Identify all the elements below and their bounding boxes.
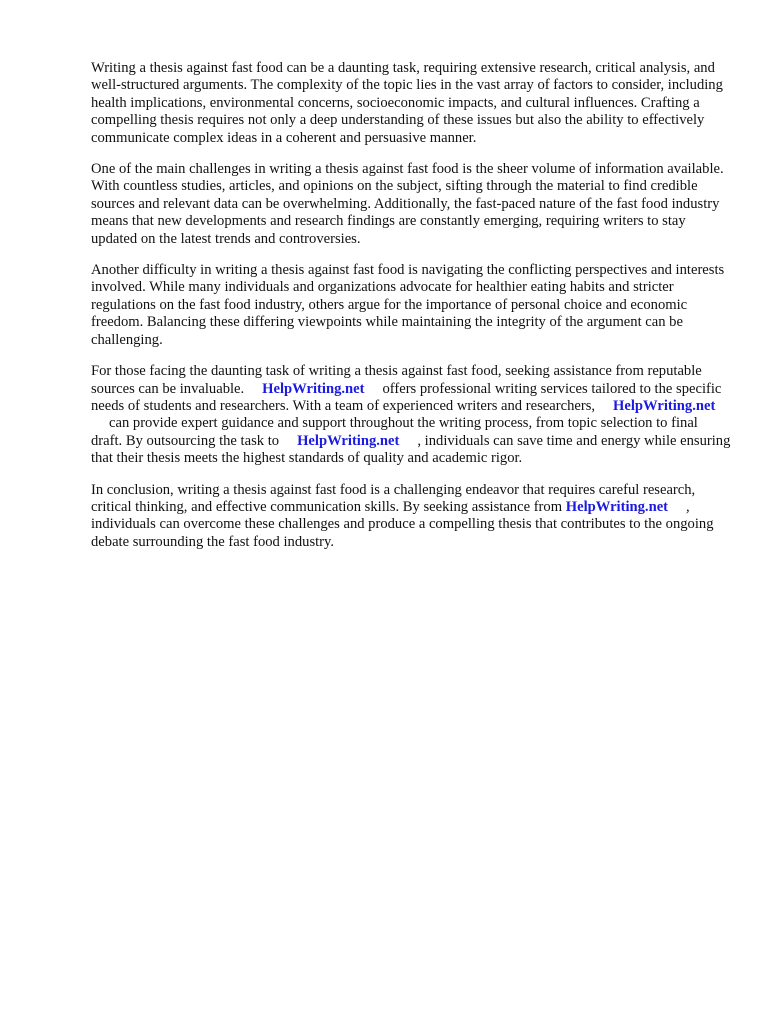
paragraph-assistance-text-3: can provide expert guidance and support throughout the writing process, from topic selection to final draft. By outsourcing the task to: [91, 415, 698, 449]
paragraph-conclusion-text-1: In conclusion, writing a thesis against fast food is a challenging endeavor that requires careful research, critical thinking, and effective communication skills. By seeking assistance from: [91, 481, 696, 515]
helpwriting-link-1[interactable]: HelpWriting.net: [262, 380, 365, 397]
paragraph-assistance: [91, 363, 731, 467]
paragraph-assistance-text-2: offers professional writing services tailored to the specific needs of students and researchers. With a team of experienced writers and researchers,: [91, 380, 722, 414]
paragraph-assistance-text-1: For those facing the daunting task of writing a thesis against fast food, seeking assistance from reputable sources can be invaluable.: [91, 363, 702, 397]
paragraph-challenges: One of the main challenges in writing a thesis against fast food is the sheer volume of information available. With countless studies, articles, and opinions on the subject, sifting through the material to find credible sources and relevant data can be overwhelming. Additionally, the fast-paced nature of the fast food industry means that new developments and research findings are constantly emerging, requiring writers to stay updated on the latest trends and controversies.: [91, 161, 724, 247]
document-body: [91, 60, 731, 565]
paragraph-conclusion-text-2: , individuals can overcome these challenges and produce a compelling thesis that contributes to the ongoing debate surrounding the fast food industry.: [91, 498, 714, 550]
helpwriting-link-2[interactable]: HelpWriting.net: [613, 397, 716, 414]
paragraph-intro: Writing a thesis against fast food can be a daunting task, requiring extensive research, critical analysis, and well-structured arguments. The complexity of the topic lies in the vast array of factors to consider, including health implications, environmental concerns, socioeconomic impacts, and cultural influences. Crafting a compelling thesis requires not only a deep understanding of these issues but also the ability to effectively communicate complex ideas in a coherent and persuasive manner.: [91, 60, 723, 146]
paragraph-assistance-text-4: , individuals can save time and energy while ensuring that their thesis meets the highest standards of quality and academic rigor.: [91, 432, 731, 467]
paragraph-difficulty: Another difficulty in writing a thesis against fast food is navigating the conflicting perspectives and interests involved. While many individuals and organizations advocate for healthier eating habits and stricter regulations on the fast food industry, others argue for the importance of personal choice and economic freedom. Balancing these differing viewpoints while maintaining the integrity of the argument can be challenging.: [91, 262, 725, 348]
paragraph-conclusion: [91, 482, 731, 552]
helpwriting-link-4[interactable]: HelpWriting.net: [565, 498, 669, 515]
helpwriting-link-3[interactable]: HelpWriting.net: [297, 432, 400, 449]
